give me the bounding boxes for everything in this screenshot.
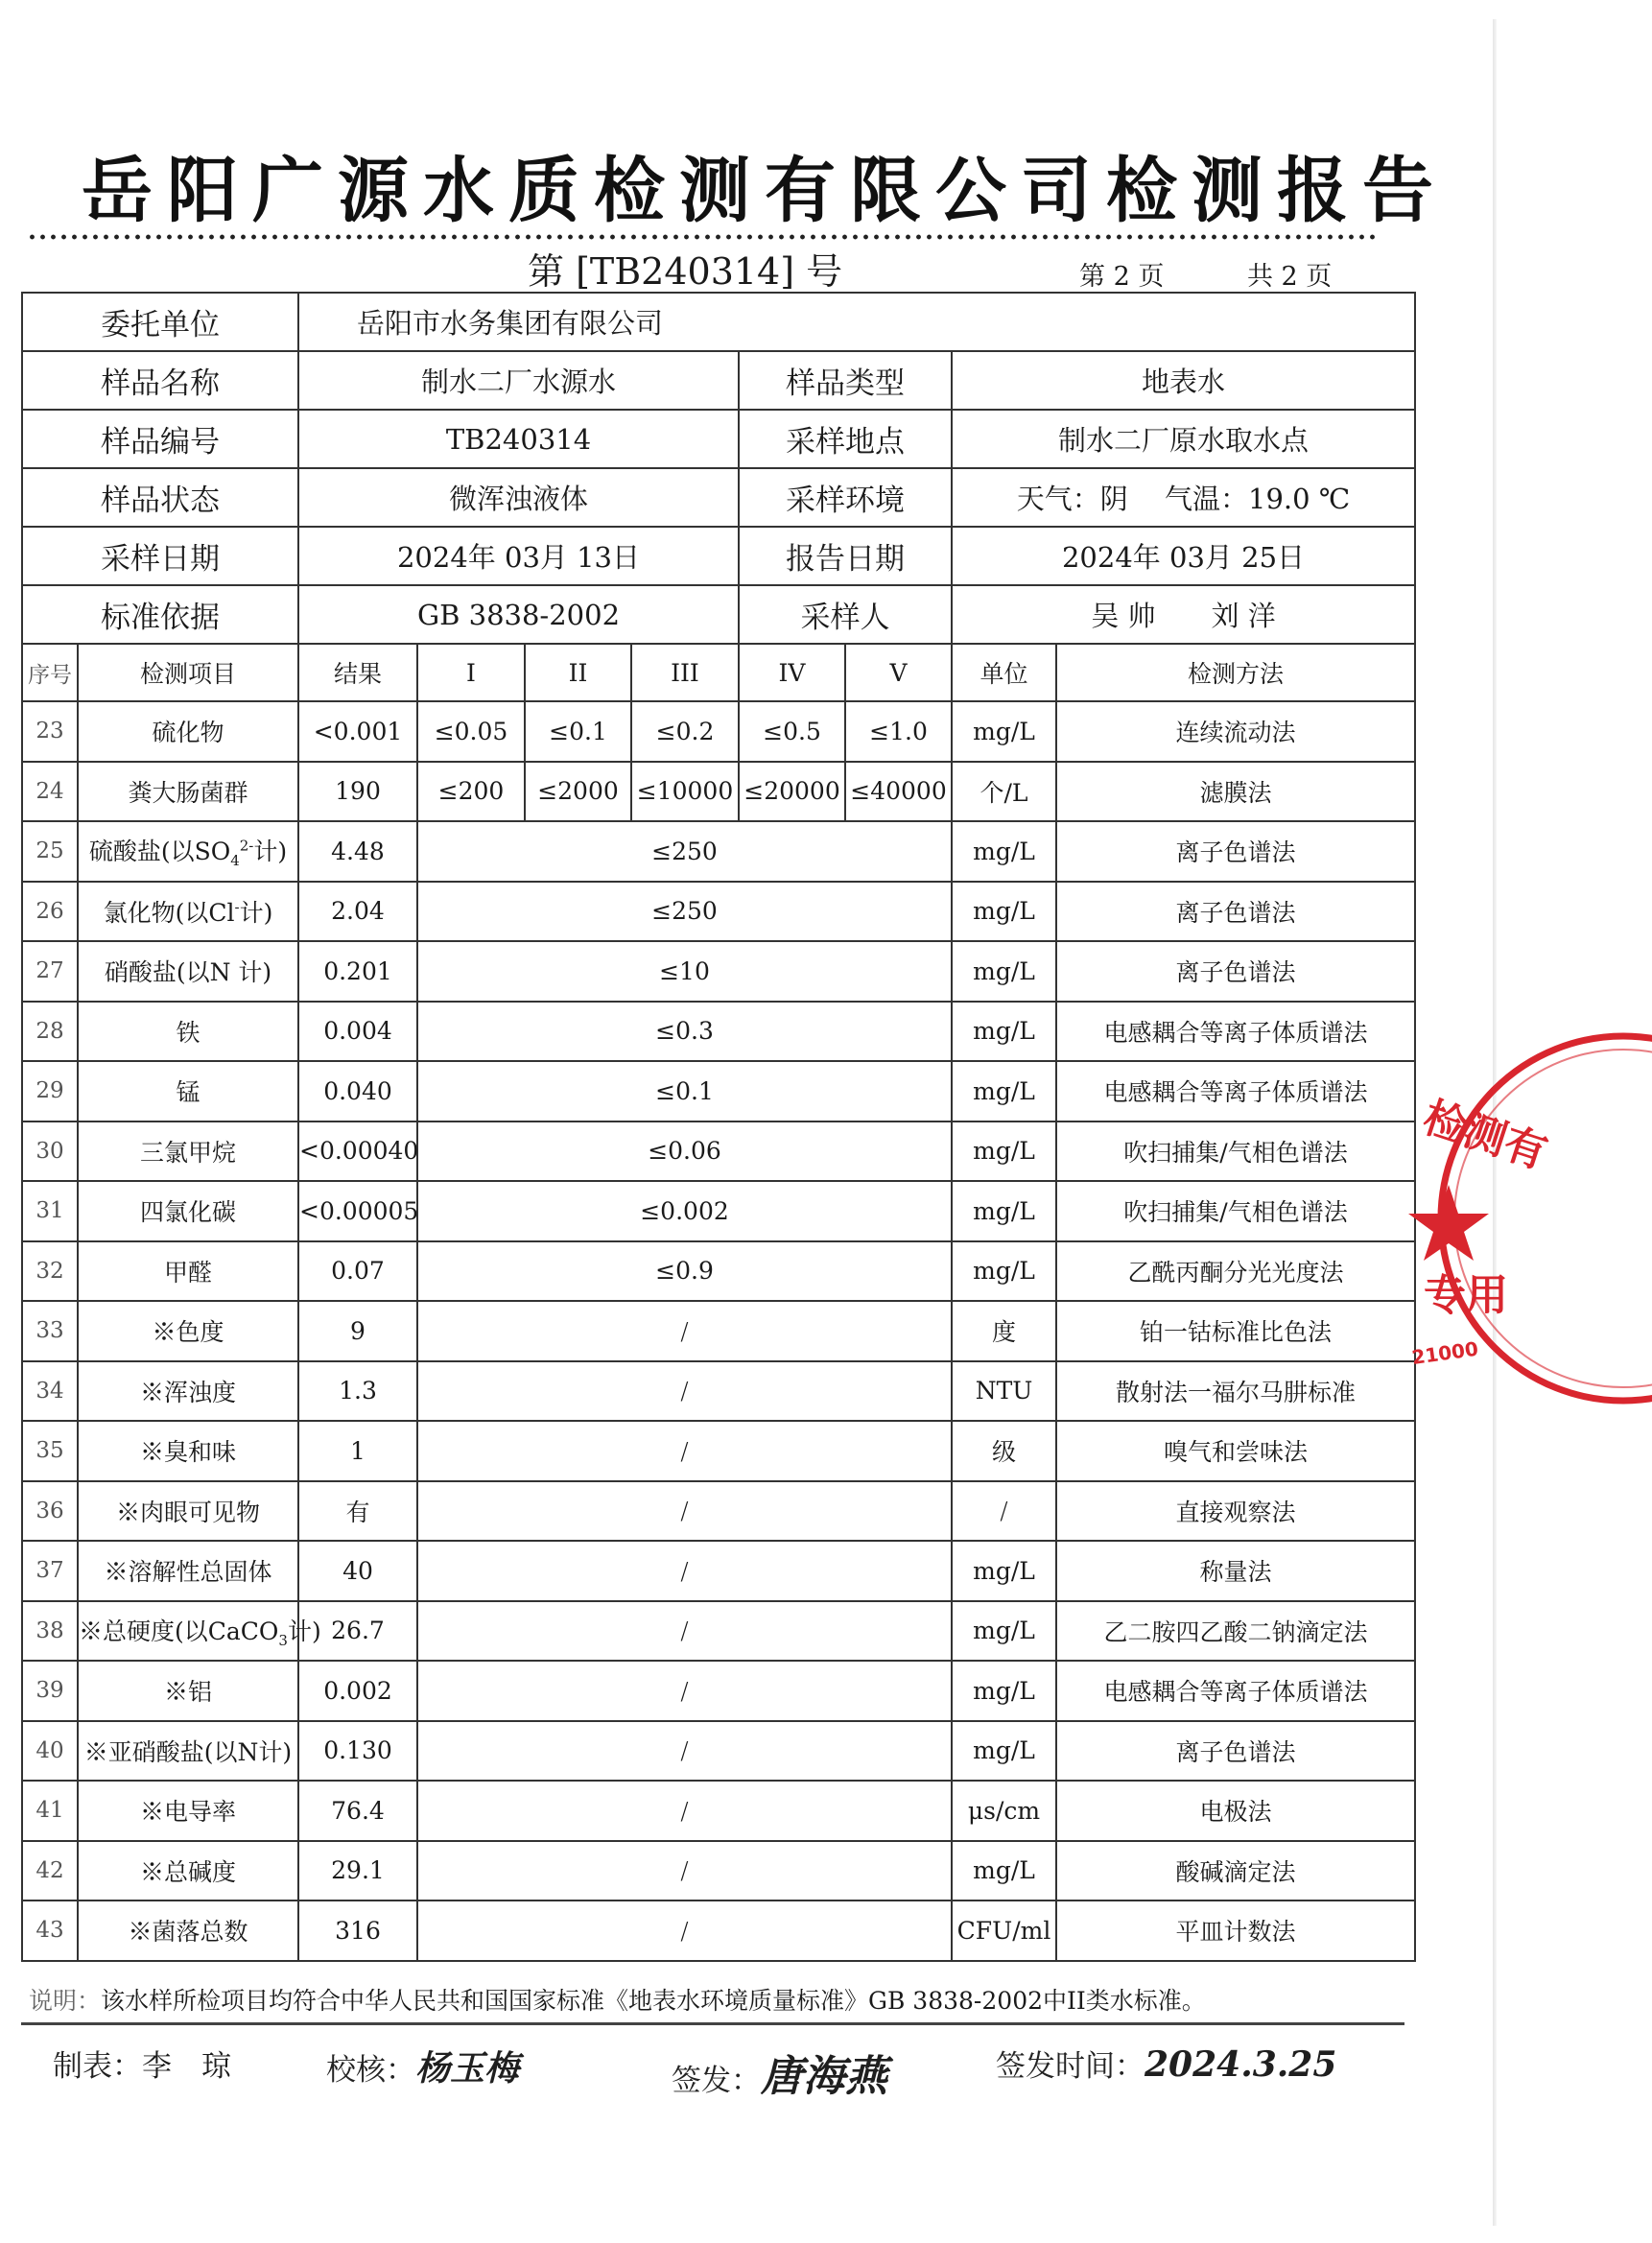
row-method: 称量法 [1056, 1541, 1415, 1601]
sampler-label: 采样人 [739, 585, 952, 644]
row-item [78, 821, 298, 882]
table-row [22, 1841, 1415, 1901]
row-method: 电极法 [1056, 1781, 1415, 1841]
sample-type-value: 地表水 [952, 351, 1415, 410]
page-current: 第 2 页 [1079, 262, 1165, 292]
sample-date-value: 2024年 03月 13日 [298, 527, 739, 585]
prepared-by [53, 2042, 231, 2085]
footer-divider [21, 2022, 1404, 2025]
table-row [22, 701, 1415, 762]
issued-by [672, 2042, 887, 2103]
table-row [22, 821, 1415, 882]
row-limit: / [417, 1541, 952, 1601]
row-limit: / [417, 1301, 952, 1361]
row-item-text: 氯化物(以Cl [103, 898, 235, 927]
row-limit: / [417, 1361, 952, 1422]
row-limit: / [417, 1601, 952, 1662]
row-item: ※菌落总数 [78, 1901, 298, 1961]
row-limit-class-2: ≤2000 [525, 762, 631, 822]
table-row [22, 762, 1415, 822]
table-row [22, 1661, 1415, 1721]
row-seq: 27 [22, 941, 78, 1002]
header-class-1: I [417, 644, 525, 701]
row-result: 1.3 [298, 1361, 417, 1422]
report-date-label: 报告日期 [739, 527, 952, 585]
row-limit: / [417, 1421, 952, 1481]
row-seq: 26 [22, 882, 78, 942]
row-item: 铁 [78, 1002, 298, 1062]
row-result: 29.1 [298, 1841, 417, 1901]
row-item: 粪大肠菌群 [78, 762, 298, 822]
seal-text-bottom: 专用 [1424, 1271, 1508, 1320]
row-limit: ≤10 [417, 941, 952, 1002]
row-item: ※肉眼可见物 [78, 1481, 298, 1542]
row-unit: mg/L [952, 821, 1056, 882]
row-result: 40 [298, 1541, 417, 1601]
table-row [22, 1181, 1415, 1241]
row-item-superscript: 2- [239, 837, 254, 855]
row-method: 吹扫捕集/气相色谱法 [1056, 1181, 1415, 1241]
table-row [22, 941, 1415, 1002]
row-result: 9 [298, 1301, 417, 1361]
row-item: 四氯化碳 [78, 1181, 298, 1241]
state-label: 样品状态 [22, 468, 298, 527]
report-date-value: 2024年 03月 25日 [952, 527, 1415, 585]
row-result: <0.00005 [298, 1181, 417, 1241]
row-limit-class-4: ≤0.5 [739, 701, 845, 762]
row-method: 乙酰丙酮分光光度法 [1056, 1241, 1415, 1302]
row-result: 0.07 [298, 1241, 417, 1302]
row-method: 连续流动法 [1056, 701, 1415, 762]
issued-signature: 唐海燕 [761, 2052, 887, 2101]
row-method: 吹扫捕集/气相色谱法 [1056, 1122, 1415, 1182]
seal-text-top: 检测有 [1417, 1093, 1553, 1179]
env-value: 天气：阴 气温：19.0 ℃ [952, 468, 1415, 527]
sample-name-label: 样品名称 [22, 351, 298, 410]
header-class-4: IV [739, 644, 845, 701]
row-unit: 级 [952, 1421, 1056, 1481]
row-result: 0.201 [298, 941, 417, 1002]
standard-value: GB 3838-2002 [298, 585, 739, 644]
row-item: ※溶解性总固体 [78, 1541, 298, 1601]
row-result: 0.002 [298, 1661, 417, 1721]
row-unit: mg/L [952, 1601, 1056, 1662]
row-unit: mg/L [952, 1721, 1056, 1782]
row-item-text-end: 计) [253, 838, 288, 866]
table-row [22, 1361, 1415, 1422]
row-unit: mg/L [952, 1241, 1056, 1302]
row-limit: ≤0.3 [417, 1002, 952, 1062]
row-item: 三氯甲烷 [78, 1122, 298, 1182]
row-seq: 43 [22, 1901, 78, 1961]
row-item: ※电导率 [78, 1781, 298, 1841]
row-item: ※浑浊度 [78, 1361, 298, 1422]
issue-time [996, 2042, 1336, 2085]
row-method: 电感耦合等离子体质谱法 [1056, 1061, 1415, 1122]
table-row [22, 1002, 1415, 1062]
table-row [22, 1781, 1415, 1841]
row-result: 有 [298, 1481, 417, 1542]
row-item [78, 882, 298, 942]
row-unit: CFU/ml [952, 1901, 1056, 1961]
row-seq: 36 [22, 1481, 78, 1542]
issue-time-label: 签发时间： [996, 2049, 1145, 2084]
sample-name-value: 制水二厂水源水 [298, 351, 739, 410]
row-seq: 24 [22, 762, 78, 822]
row-result: <0.00040 [298, 1122, 417, 1182]
row-limit: ≤0.9 [417, 1241, 952, 1302]
table-row [22, 1541, 1415, 1601]
report-table [21, 292, 1416, 1962]
info-row-standard [22, 585, 1415, 644]
sample-no-label: 样品编号 [22, 410, 298, 468]
remark-label: 说明： [29, 1987, 102, 2015]
row-limit: ≤250 [417, 882, 952, 942]
row-result: 316 [298, 1901, 417, 1961]
seal-code: 21000 [1410, 1336, 1480, 1370]
row-unit: mg/L [952, 882, 1056, 942]
row-item: ※铝 [78, 1661, 298, 1721]
table-row [22, 1061, 1415, 1122]
info-row-sample-name [22, 351, 1415, 410]
row-unit: mg/L [952, 701, 1056, 762]
header-class-3: III [631, 644, 739, 701]
table-row [22, 1241, 1415, 1302]
row-limit: / [417, 1481, 952, 1542]
row-result: 76.4 [298, 1781, 417, 1841]
sample-type-label: 样品类型 [739, 351, 952, 410]
prepared-name: 李 琼 [142, 2049, 231, 2084]
table-header-row [22, 644, 1415, 701]
row-result: 1 [298, 1421, 417, 1481]
row-unit: mg/L [952, 1541, 1056, 1601]
row-unit: 个/L [952, 762, 1056, 822]
report-title: 岳阳广源水质检测有限公司检测报告 [82, 150, 1448, 232]
checked-label: 校核： [326, 2053, 415, 2088]
row-method: 铂一钴标准比色法 [1056, 1301, 1415, 1361]
row-unit: mg/L [952, 1661, 1056, 1721]
row-limit-class-2: ≤0.1 [525, 701, 631, 762]
row-unit: mg/L [952, 1002, 1056, 1062]
row-item: 甲醛 [78, 1241, 298, 1302]
site-label: 采样地点 [739, 410, 952, 468]
report-number: 第 [TB240314] 号 [528, 250, 843, 293]
row-method: 嗅气和尝味法 [1056, 1421, 1415, 1481]
table-row [22, 882, 1415, 942]
row-result: 2.04 [298, 882, 417, 942]
header-unit: 单位 [952, 644, 1056, 701]
row-item: 硫化物 [78, 701, 298, 762]
info-row-sample-no [22, 410, 1415, 468]
sampler-value: 吴 帅 刘 洋 [952, 585, 1415, 644]
row-limit: / [417, 1841, 952, 1901]
site-value: 制水二厂原水取水点 [952, 410, 1415, 468]
row-method: 电感耦合等离子体质谱法 [1056, 1002, 1415, 1062]
row-seq: 28 [22, 1002, 78, 1062]
client-label: 委托单位 [22, 293, 298, 351]
row-method: 滤膜法 [1056, 762, 1415, 822]
row-method: 乙二胺四乙酸二钠滴定法 [1056, 1601, 1415, 1662]
remark-text: 该水样所检项目均符合中华人民共和国国家标准《地表水环境质量标准》GB 3838-2002中II类水标准。 [101, 1987, 1206, 2015]
row-seq: 30 [22, 1122, 78, 1182]
row-result: 0.130 [298, 1721, 417, 1782]
row-seq: 23 [22, 701, 78, 762]
row-result: 26.7 [298, 1601, 417, 1662]
row-limit-class-1: ≤0.05 [417, 701, 525, 762]
page-total: 共 2 页 [1246, 262, 1333, 292]
scan-edge [1493, 19, 1497, 2226]
row-limit-class-5: ≤40000 [845, 762, 952, 822]
header-class-5: V [845, 644, 952, 701]
state-value: 微浑浊液体 [298, 468, 739, 527]
row-limit: / [417, 1781, 952, 1841]
row-seq: 34 [22, 1361, 78, 1422]
row-seq: 32 [22, 1241, 78, 1302]
row-limit: ≤0.002 [417, 1181, 952, 1241]
row-method: 离子色谱法 [1056, 1721, 1415, 1782]
row-result: 0.040 [298, 1061, 417, 1122]
row-result: 190 [298, 762, 417, 822]
row-limit: / [417, 1721, 952, 1782]
sample-date-label: 采样日期 [22, 527, 298, 585]
client-value: 岳阳市水务集团有限公司 [298, 293, 1415, 351]
row-unit: mg/L [952, 941, 1056, 1002]
info-row-client [22, 293, 1415, 351]
dotted-divider [27, 233, 1375, 241]
row-unit: 度 [952, 1301, 1056, 1361]
row-seq: 39 [22, 1661, 78, 1721]
prepared-label: 制表： [53, 2049, 142, 2084]
seal-star [1408, 1185, 1489, 1261]
row-limit: / [417, 1661, 952, 1721]
row-limit: / [417, 1901, 952, 1961]
row-seq: 33 [22, 1301, 78, 1361]
row-method: 离子色谱法 [1056, 941, 1415, 1002]
row-seq: 35 [22, 1421, 78, 1481]
row-method: 离子色谱法 [1056, 821, 1415, 882]
row-result: <0.001 [298, 701, 417, 762]
official-seal [1403, 1017, 1652, 1401]
row-item-superscript: - [234, 898, 240, 916]
row-method: 平皿计数法 [1056, 1901, 1415, 1961]
row-item: ※总碱度 [78, 1841, 298, 1901]
row-limit-class-5: ≤1.0 [845, 701, 952, 762]
header-result: 结果 [298, 644, 417, 701]
row-item: ※色度 [78, 1301, 298, 1361]
issued-label: 签发： [672, 2064, 761, 2098]
row-seq: 31 [22, 1181, 78, 1241]
row-unit: / [952, 1481, 1056, 1542]
row-limit-class-3: ≤0.2 [631, 701, 739, 762]
row-seq: 41 [22, 1781, 78, 1841]
row-item: 锰 [78, 1061, 298, 1122]
header-class-2: II [525, 644, 631, 701]
row-unit: mg/L [952, 1122, 1056, 1182]
table-row [22, 1481, 1415, 1542]
seal-ring [1441, 1036, 1652, 1401]
row-method: 直接观察法 [1056, 1481, 1415, 1542]
row-item [78, 1601, 321, 1662]
table-row [22, 1301, 1415, 1361]
row-method: 电感耦合等离子体质谱法 [1056, 1661, 1415, 1721]
remark [29, 1982, 1206, 2017]
page-info [1079, 255, 1349, 293]
row-item: 硝酸盐(以N 计) [78, 941, 298, 1002]
row-limit-class-3: ≤10000 [631, 762, 739, 822]
row-unit: NTU [952, 1361, 1056, 1422]
table-row [22, 1721, 1415, 1782]
seal-inner-ring [1454, 1050, 1652, 1387]
row-seq: 29 [22, 1061, 78, 1122]
row-item-subscript: 3 [278, 1631, 288, 1649]
header-seq: 序号 [22, 644, 78, 701]
row-limit-class-1: ≤200 [417, 762, 525, 822]
row-result: 4.48 [298, 821, 417, 882]
header-item: 检测项目 [78, 644, 298, 701]
header-method: 检测方法 [1056, 644, 1415, 701]
row-limit: ≤0.06 [417, 1122, 952, 1182]
env-label: 采样环境 [739, 468, 952, 527]
row-limit: ≤250 [417, 821, 952, 882]
table-row [22, 1601, 1415, 1662]
checked-signature: 杨玉梅 [415, 2048, 520, 2089]
row-item-text-end: 计) [239, 898, 273, 927]
row-method: 酸碱滴定法 [1056, 1841, 1415, 1901]
row-method: 离子色谱法 [1056, 882, 1415, 942]
row-seq: 42 [22, 1841, 78, 1901]
row-limit-class-4: ≤20000 [739, 762, 845, 822]
row-method: 散射法一福尔马肼标准 [1056, 1361, 1415, 1422]
table-row [22, 1901, 1415, 1961]
row-seq: 37 [22, 1541, 78, 1601]
row-item-text: 硫酸盐(以SO [88, 838, 231, 866]
row-seq: 40 [22, 1721, 78, 1782]
row-limit: ≤0.1 [417, 1061, 952, 1122]
checked-by [326, 2042, 519, 2090]
row-result: 0.004 [298, 1002, 417, 1062]
row-unit: mg/L [952, 1181, 1056, 1241]
info-row-state [22, 468, 1415, 527]
table-row [22, 1421, 1415, 1481]
row-seq: 25 [22, 821, 78, 882]
row-item: ※亚硝酸盐(以N计) [78, 1721, 298, 1782]
row-item-subscript: 4 [230, 852, 240, 870]
issue-time-value: 2024.3.25 [1145, 2044, 1337, 2085]
standard-label: 标准依据 [22, 585, 298, 644]
row-item-text: ※总硬度(以CaCO [79, 1617, 279, 1645]
sample-no-value: TB240314 [298, 410, 739, 468]
row-seq: 38 [22, 1601, 78, 1662]
row-unit: mg/L [952, 1841, 1056, 1901]
table-row [22, 1122, 1415, 1182]
row-unit: μs/cm [952, 1781, 1056, 1841]
row-item: ※臭和味 [78, 1421, 298, 1481]
info-row-dates [22, 527, 1415, 585]
row-unit: mg/L [952, 1061, 1056, 1122]
row-item-text-end: 计) [287, 1617, 321, 1645]
